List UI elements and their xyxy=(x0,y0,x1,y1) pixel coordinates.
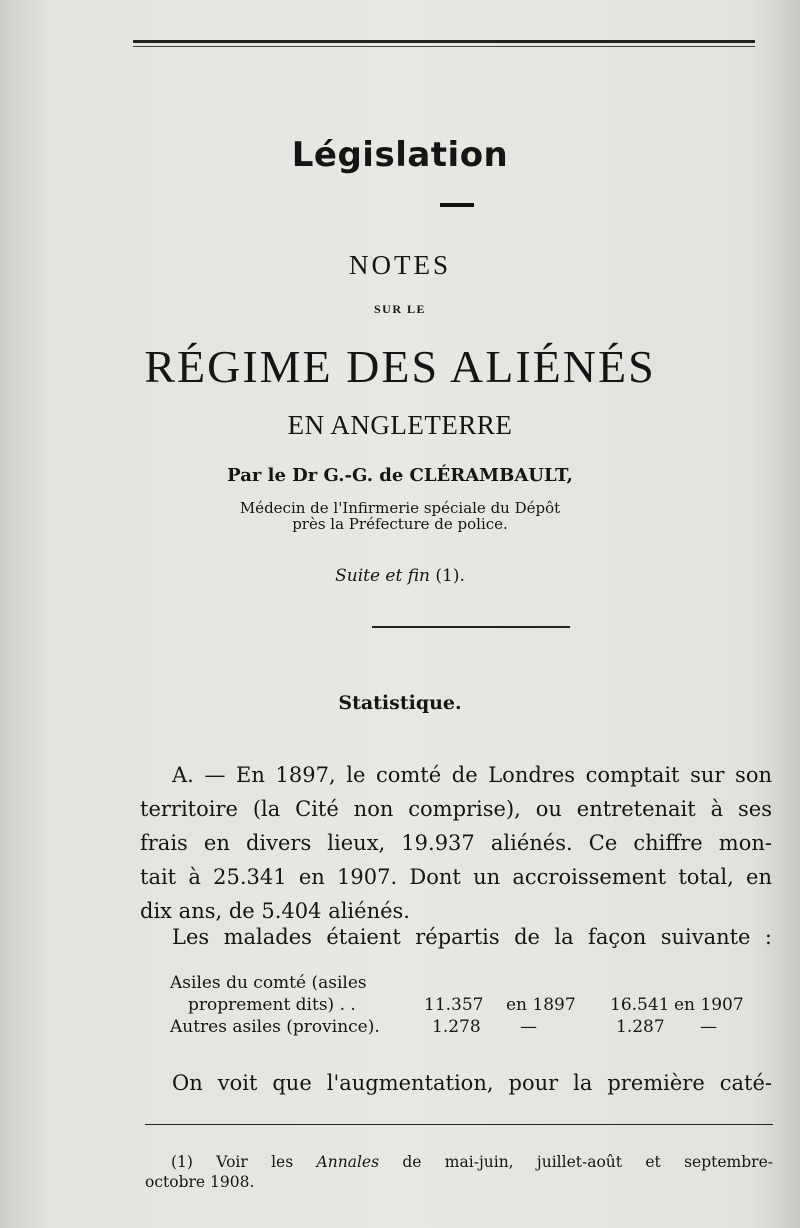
header-rule-thin xyxy=(133,46,755,47)
section-title: Législation xyxy=(291,135,509,175)
paragraph-line: dix ans, de 5.404 aliénés. xyxy=(140,899,410,923)
paragraph-a xyxy=(140,758,772,928)
year-label: en 1907 xyxy=(674,995,744,1015)
year-label: en 1897 xyxy=(506,995,576,1015)
footnote-line-1 xyxy=(145,1152,773,1172)
paragraph-line: territoire (la Cité non comprise), ou entretenait à ses xyxy=(140,797,772,821)
value-1907: 16.541 xyxy=(610,995,670,1015)
footnote-line-2: octobre 1908. xyxy=(145,1173,255,1191)
continuation-note xyxy=(0,566,800,586)
paragraph-augmentation: On voit que l'augmentation, pour la première caté- xyxy=(172,1071,772,1095)
header-rule xyxy=(133,40,755,43)
article-kicker: NOTES xyxy=(349,250,451,280)
continuation-text: Suite et fin xyxy=(335,566,431,586)
paragraph-line: frais en divers lieux, 19.937 aliénés. Ce chiffre mon- xyxy=(140,831,772,855)
article-subtitle: EN ANGLETERRE xyxy=(287,410,513,440)
footnote-number: (1) Voir les xyxy=(171,1153,294,1171)
section-divider xyxy=(372,626,570,628)
value-1897: 1.278 xyxy=(432,1017,481,1037)
row-label: Asiles du comté (asiles xyxy=(170,973,367,993)
paragraph-line: tait à 25.341 en 1907. Dont un accroissement total, en xyxy=(140,865,772,889)
year-label: — xyxy=(520,1017,537,1037)
footnote xyxy=(145,1152,773,1192)
row-label: Autres asiles (province). xyxy=(170,1017,380,1037)
article-title: RÉGIME DES ALIÉNÉS xyxy=(144,341,656,392)
footnote-journal: Annales xyxy=(316,1153,380,1171)
article-sur-le: SUR LE xyxy=(373,302,426,316)
footnote-text: de mai-juin, juillet-août et septembre- xyxy=(402,1153,773,1171)
title-dash xyxy=(440,203,474,207)
author-affiliation-2: près la Préfecture de police. xyxy=(292,515,508,533)
year-label: — xyxy=(700,1017,717,1037)
subsection-heading: Statistique. xyxy=(338,692,462,714)
value-1897: 11.357 xyxy=(424,995,484,1015)
row-label: proprement dits) . . xyxy=(188,995,356,1015)
article-author: Par le Dr G.-G. de CLÉRAMBAULT, xyxy=(227,465,573,486)
value-1907: 1.287 xyxy=(616,1017,665,1037)
footnote-rule xyxy=(145,1124,773,1125)
paragraph-line: A. — En 1897, le comté de Londres comptait sur son xyxy=(172,763,772,787)
paragraph-repartition: Les malades étaient répartis de la façon suivante : xyxy=(172,925,772,949)
footnote-ref: (1). xyxy=(435,566,465,586)
author-affiliation-1: Médecin de l'Infirmerie spéciale du Dépôt xyxy=(239,499,561,517)
